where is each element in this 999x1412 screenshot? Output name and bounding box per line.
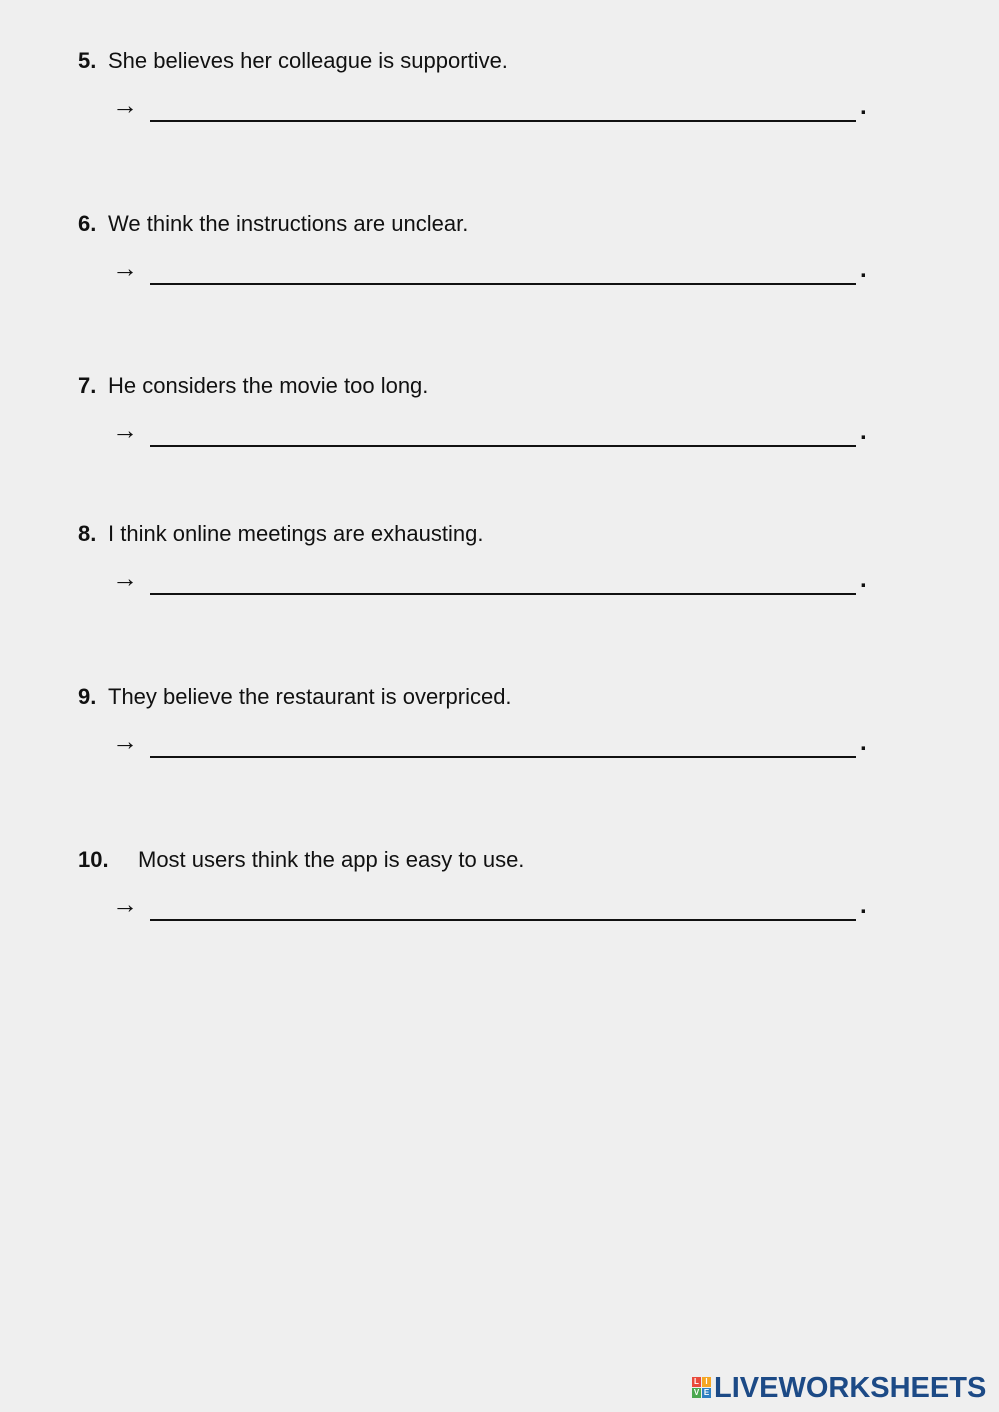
answer-row: [0, 561, 999, 611]
sentence-period: .: [860, 93, 867, 120]
arrow-icon: →: [112, 889, 138, 919]
arrow-icon: →: [112, 415, 138, 445]
arrow-icon: →: [112, 563, 138, 593]
answer-row: [0, 88, 999, 138]
question-number: 8.: [78, 521, 97, 546]
arrow-icon: →: [112, 90, 138, 120]
question-text: She believes her colleague is supportive.: [108, 48, 508, 73]
answer-input[interactable]: [150, 732, 856, 758]
question-number: 10.: [78, 847, 109, 872]
question-item: [0, 847, 999, 937]
question-item: [0, 48, 999, 138]
brand-icon-letter: E: [703, 1388, 710, 1397]
question-text: We think the instructions are unclear.: [108, 211, 469, 236]
liveworksheets-icon: [692, 1377, 711, 1399]
answer-input[interactable]: [150, 569, 856, 595]
answer-row: [0, 413, 999, 463]
question-item: [0, 211, 999, 301]
question-item: [0, 684, 999, 774]
sentence-period: .: [860, 256, 867, 283]
answer-row: [0, 724, 999, 774]
question-number: 7.: [78, 373, 97, 398]
question-number: 6.: [78, 211, 97, 236]
question-text: I think online meetings are exhausting.: [108, 521, 484, 546]
brand-icon-letter: I: [702, 1377, 711, 1387]
brand-icon-letter: V: [693, 1388, 700, 1397]
question-item: [0, 521, 999, 611]
brand-icon-letter: L: [692, 1377, 701, 1387]
question-item: [0, 373, 999, 463]
question-text: Most users think the app is easy to use.: [138, 847, 525, 872]
sentence-period: .: [860, 566, 867, 593]
question-text: They believe the restaurant is overpriced.: [108, 684, 512, 709]
answer-input[interactable]: [150, 895, 856, 921]
answer-input[interactable]: [150, 421, 856, 447]
answer-row: [0, 251, 999, 301]
liveworksheets-logo: [692, 1374, 986, 1402]
arrow-icon: →: [112, 726, 138, 756]
sentence-period: .: [860, 892, 867, 919]
sentence-period: .: [860, 729, 867, 756]
question-number: 9.: [78, 684, 97, 709]
answer-row: [0, 887, 999, 937]
arrow-icon: →: [112, 253, 138, 283]
answer-input[interactable]: [150, 96, 856, 122]
sentence-period: .: [860, 418, 867, 445]
brand-name: LIVEWORKSHEETS: [714, 1372, 987, 1404]
question-number: 5.: [78, 48, 97, 73]
answer-input[interactable]: [150, 259, 856, 285]
question-text: He considers the movie too long.: [108, 373, 429, 398]
